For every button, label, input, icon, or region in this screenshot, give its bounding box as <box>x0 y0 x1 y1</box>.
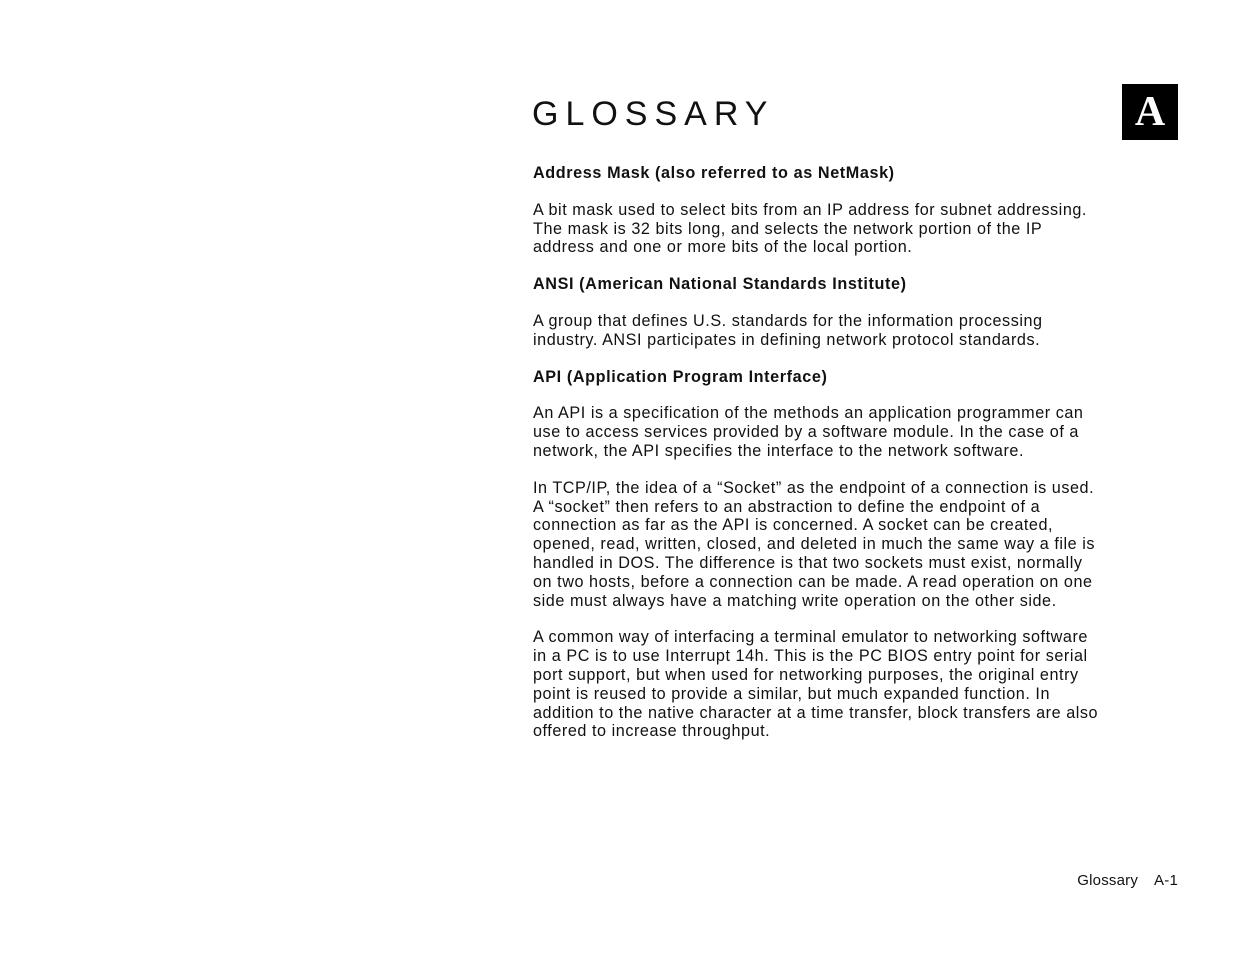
glossary-term: ANSI (American National Standards Institute) <box>533 275 907 294</box>
glossary-term: API (Application Program Interface) <box>533 367 828 386</box>
page-title: GLOSSARY <box>532 95 775 133</box>
glossary-term: Address Mask (also referred to as NetMask) <box>533 164 895 182</box>
glossary-content <box>533 164 1193 759</box>
page-footer <box>1077 872 1178 889</box>
footer-section-label: Glossary <box>1077 872 1139 889</box>
glossary-definition: A group that defines U.S. standards for the information processing industry. ANSI participates in defining network protocol standards. <box>533 311 1043 349</box>
glossary-definition: A common way of interfacing a terminal emulator to networking software in a PC is to use Interrupt 14h. This is the PC BIOS entry point for serial port support, but when used for networking purposes, the original entry point is reused to provide a similar, but much expanded function. In addition to the native character at a time transfer, block transfers are also offered to increase throughput. <box>533 628 1099 741</box>
glossary-definition: A bit mask used to select bits from an IP address for subnet addressing. The mask is 32 bits long, and selects the network portion of the IP address and one or more bits of the local portion. <box>533 200 1087 257</box>
glossary-definition: An API is a specification of the methods an application programmer can use to access services provided by a software module. In the case of a network, the API specifies the interface to the network software. <box>533 404 1084 460</box>
glossary-entry <box>533 275 1193 349</box>
page-number: A-1 <box>1154 872 1178 889</box>
glossary-entry <box>533 368 1193 742</box>
glossary-entry <box>533 164 1193 257</box>
chapter-tab-letter: A <box>1122 84 1178 140</box>
glossary-definition: In TCP/IP, the idea of a “Socket” as the endpoint of a connection is used. A “socket” then refers to an abstraction to define the endpoint of a connection as far as the API is concerned. A socket can be created, opened, read, written, closed, and deleted in much the same way a file is handled in DOS. The difference is that two sockets must exist, normally on two hosts, before a connection can be made. A read operation on one side must always have a matching write operation on the other side. <box>533 478 1096 610</box>
